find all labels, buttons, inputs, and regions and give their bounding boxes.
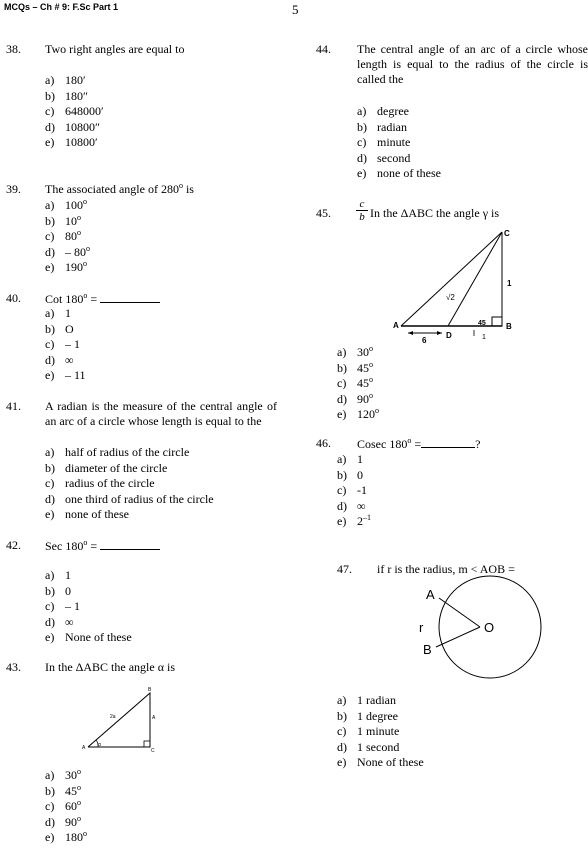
option-e	[337, 755, 424, 770]
question-text: The associated angle of 280$^o$ is	[45, 181, 194, 196]
option-letter: c)	[337, 483, 347, 497]
option-e	[357, 166, 441, 181]
vertex-label-c: C	[504, 229, 510, 238]
option-d	[45, 492, 214, 507]
triangle-figure-45	[390, 226, 520, 344]
option-a	[357, 104, 409, 119]
option-text: 120	[357, 407, 375, 421]
point-b-label: B	[423, 642, 432, 657]
option-letter: c)	[45, 229, 55, 243]
option-c	[357, 135, 410, 150]
question-number: 44.	[316, 42, 331, 56]
option-c	[45, 476, 155, 491]
option-text: 10	[65, 213, 77, 228]
option-letter: a)	[337, 693, 347, 707]
question-text: In the ΔABC the angle α is	[45, 660, 175, 674]
option-text: 1 minute	[357, 724, 400, 738]
answer-blank	[421, 436, 475, 448]
option-d	[45, 353, 74, 368]
option-a	[45, 198, 87, 213]
option-text: 648000′	[65, 104, 104, 118]
option-letter: c)	[357, 135, 367, 149]
option-text: None of these	[65, 630, 132, 644]
question-number: 42.	[6, 538, 21, 552]
option-text: 180	[65, 830, 83, 844]
option-e	[45, 507, 129, 522]
option-superscript: o	[77, 212, 81, 222]
option-letter: c)	[337, 376, 347, 390]
option-b	[337, 361, 373, 376]
vertex-label-a: A	[393, 321, 399, 330]
option-text: 60	[65, 799, 77, 813]
option-b	[45, 584, 71, 599]
option-text: 100	[65, 198, 83, 212]
question-text: Cosec $180^o$ = ?	[357, 436, 481, 451]
side-label: A	[152, 715, 156, 721]
option-text: 0	[357, 467, 363, 482]
option-text: – 1	[65, 599, 80, 613]
option-c	[337, 724, 399, 739]
option-text: – 80	[65, 244, 86, 259]
option-text: 1 radian	[357, 693, 396, 707]
question-number: 40.	[6, 291, 21, 305]
option-letter: e)	[45, 507, 55, 521]
option-superscript: o	[77, 767, 81, 776]
option-letter: c)	[45, 599, 55, 613]
option-letter: a)	[357, 104, 367, 118]
option-text: 1	[357, 452, 363, 466]
option-letter: d)	[45, 244, 55, 259]
option-text: none of these	[377, 166, 441, 180]
option-letter: a)	[337, 345, 347, 359]
option-letter: a)	[45, 198, 55, 212]
option-superscript: o	[369, 375, 373, 384]
option-letter: b)	[337, 708, 347, 723]
option-a	[45, 73, 86, 88]
option-text: 30	[65, 768, 77, 782]
option-letter: e)	[45, 135, 55, 149]
option-text: ∞	[357, 498, 366, 513]
option-text: 10800″	[65, 119, 100, 134]
question-text: In the ΔABC the angle γ is	[370, 206, 499, 220]
option-letter: b)	[337, 360, 347, 375]
option-text: none of these	[65, 507, 129, 521]
option-d	[357, 151, 410, 166]
option-a	[337, 693, 396, 708]
question-text: Two right angles are equal to	[45, 42, 185, 56]
fraction-c-over-b: $\frac{c}{b}$	[356, 198, 368, 223]
option-c	[45, 104, 104, 119]
question-text: The central angle of an arc of a circle whose length is equal to the radius of the circle is called the	[357, 42, 588, 86]
option-superscript: o	[83, 259, 87, 268]
option-text: 190	[65, 260, 83, 274]
option-letter: e)	[45, 830, 55, 844]
option-d	[45, 245, 90, 260]
option-e	[45, 630, 132, 645]
option-text: O	[65, 321, 74, 336]
option-letter: b)	[357, 119, 367, 134]
option-a	[45, 445, 189, 460]
vertex-label-b: B	[506, 322, 512, 331]
length-six-label: 6	[422, 336, 427, 345]
option-letter: e)	[45, 630, 55, 644]
base-one-label: 1	[482, 334, 486, 341]
option-text: 45	[65, 783, 77, 798]
answer-blank	[100, 538, 160, 550]
option-e	[45, 368, 86, 383]
option-c	[45, 799, 81, 814]
option-d	[337, 740, 399, 755]
option-text: 1	[65, 306, 71, 320]
hypotenuse-label: 2a	[110, 714, 116, 720]
vertex-label-b: B	[148, 687, 152, 693]
vertex-label-a: A	[82, 745, 86, 751]
option-letter: c)	[337, 724, 347, 738]
question-text: Sec $180^o$ =	[45, 538, 160, 554]
option-d	[45, 120, 100, 135]
option-b	[45, 784, 81, 799]
option-letter: b)	[45, 88, 55, 103]
radius-r-label: r	[419, 620, 424, 635]
option-c	[45, 229, 81, 244]
option-letter: c)	[45, 337, 55, 351]
option-b	[337, 468, 363, 483]
option-letter: b)	[45, 583, 55, 598]
option-letter: d)	[337, 498, 347, 513]
option-letter: c)	[45, 104, 55, 118]
option-b	[45, 461, 167, 476]
option-letter: d)	[337, 739, 347, 754]
option-text: 1 degree	[357, 708, 398, 723]
option-superscript: o	[77, 782, 81, 792]
option-superscript: o	[83, 829, 87, 838]
option-superscript: o	[77, 798, 81, 807]
option-c	[337, 376, 373, 391]
option-text: ∞	[65, 614, 74, 629]
option-letter: b)	[45, 460, 55, 475]
option-letter: b)	[45, 213, 55, 228]
option-letter: d)	[45, 119, 55, 134]
option-text: 45	[357, 376, 369, 390]
option-text: 1	[65, 568, 71, 582]
option-superscript: o	[83, 197, 87, 206]
option-text: 10800′	[65, 135, 98, 149]
option-c	[45, 599, 80, 614]
question-number: 45.	[316, 206, 331, 220]
option-a	[337, 345, 373, 360]
option-c	[45, 337, 80, 352]
option-letter: d)	[45, 491, 55, 506]
option-letter: e)	[337, 514, 347, 528]
option-text: 0	[65, 583, 71, 598]
circle-figure-47	[414, 582, 534, 682]
option-c	[337, 483, 367, 498]
option-superscript: o	[369, 344, 373, 353]
option-e	[45, 260, 87, 275]
option-letter: a)	[45, 768, 55, 782]
question-text: if r is the radius, m < AOB =	[377, 562, 515, 576]
option-text: – 1	[65, 337, 80, 351]
page-number: 5	[292, 2, 299, 17]
option-text: 2	[357, 514, 363, 528]
option-e	[45, 830, 87, 845]
option-text: None of these	[357, 755, 424, 769]
option-text: degree	[377, 104, 409, 118]
option-text: radian	[377, 119, 407, 134]
option-a	[45, 306, 71, 321]
option-text: second	[377, 150, 411, 165]
question-number: 47.	[337, 562, 352, 576]
question-number: 39.	[6, 182, 21, 196]
page-header-title: MCQs – Ch # 9: F.Sc Part 1	[4, 2, 119, 12]
triangle-figure-43	[80, 685, 170, 755]
option-b	[45, 89, 88, 104]
center-o-label: O	[484, 620, 495, 635]
option-text: half of radius of the circle	[65, 445, 190, 459]
option-letter: a)	[45, 445, 55, 459]
option-d	[337, 499, 366, 514]
question-text: A radian is the measure of the central angle of an arc of a circle whose length is equal to the	[45, 399, 277, 428]
question-number: 41.	[6, 399, 21, 413]
option-a	[45, 768, 81, 783]
vertex-label-d: D	[446, 331, 452, 340]
question-text: Cot $180^o$ =	[45, 291, 160, 307]
option-letter: e)	[357, 166, 367, 180]
option-text: radius of the circle	[65, 476, 155, 490]
option-e	[337, 407, 379, 422]
option-letter: c)	[45, 799, 55, 813]
option-letter: d)	[337, 391, 347, 406]
option-text: -1	[357, 483, 367, 497]
option-text: ∞	[65, 352, 74, 367]
option-text: minute	[377, 135, 411, 149]
option-text: 45	[357, 360, 369, 375]
option-letter: b)	[45, 321, 55, 336]
option-text: 180″	[65, 88, 88, 103]
option-b	[45, 214, 81, 229]
angle-45-label: 45	[478, 320, 486, 327]
answer-blank	[100, 291, 160, 303]
option-letter: a)	[337, 452, 347, 466]
option-text: 1 second	[357, 739, 400, 754]
option-superscript: o	[77, 228, 81, 237]
option-letter: b)	[45, 783, 55, 798]
option-superscript: o	[77, 813, 81, 823]
option-letter: e)	[337, 755, 347, 769]
option-a	[337, 452, 363, 467]
option-text: 90	[65, 814, 77, 829]
option-letter: e)	[337, 407, 347, 421]
root-two-label: √2	[446, 293, 455, 302]
alpha-label: α	[98, 742, 101, 748]
option-d	[337, 392, 373, 407]
option-letter: a)	[45, 306, 55, 320]
option-text: 30	[357, 345, 369, 359]
option-letter: d)	[45, 352, 55, 367]
option-superscript: o	[369, 359, 373, 369]
option-letter: a)	[45, 568, 55, 582]
option-letter: d)	[45, 614, 55, 629]
option-letter: d)	[357, 150, 367, 165]
question-number: 38.	[6, 42, 21, 56]
option-letter: d)	[45, 814, 55, 829]
option-text: one third of radius of the circle	[65, 491, 214, 506]
option-d	[45, 815, 81, 830]
point-a-label: A	[426, 587, 435, 602]
option-letter: b)	[337, 467, 347, 482]
option-a	[45, 568, 71, 583]
option-superscript: –1	[363, 513, 371, 522]
option-text: – 11	[65, 368, 86, 382]
option-superscript: o	[369, 390, 373, 400]
option-b	[45, 322, 74, 337]
side-one-label: 1	[507, 279, 512, 288]
option-letter: e)	[45, 260, 55, 274]
option-letter: a)	[45, 73, 55, 87]
option-b	[337, 709, 398, 724]
question-number: 46.	[316, 436, 331, 450]
vertex-label-c: C	[151, 748, 155, 754]
option-d	[45, 615, 74, 630]
option-text: diameter of the circle	[65, 460, 168, 475]
option-e	[337, 514, 371, 529]
option-text: 90	[357, 391, 369, 406]
option-e	[45, 135, 98, 150]
option-superscript: o	[86, 243, 90, 253]
option-b	[357, 120, 407, 135]
option-superscript: o	[375, 406, 379, 415]
option-text: 180′	[65, 73, 86, 87]
question-number: 43.	[6, 660, 21, 674]
option-text: 80	[65, 229, 77, 243]
option-letter: c)	[45, 476, 55, 490]
option-letter: e)	[45, 368, 55, 382]
